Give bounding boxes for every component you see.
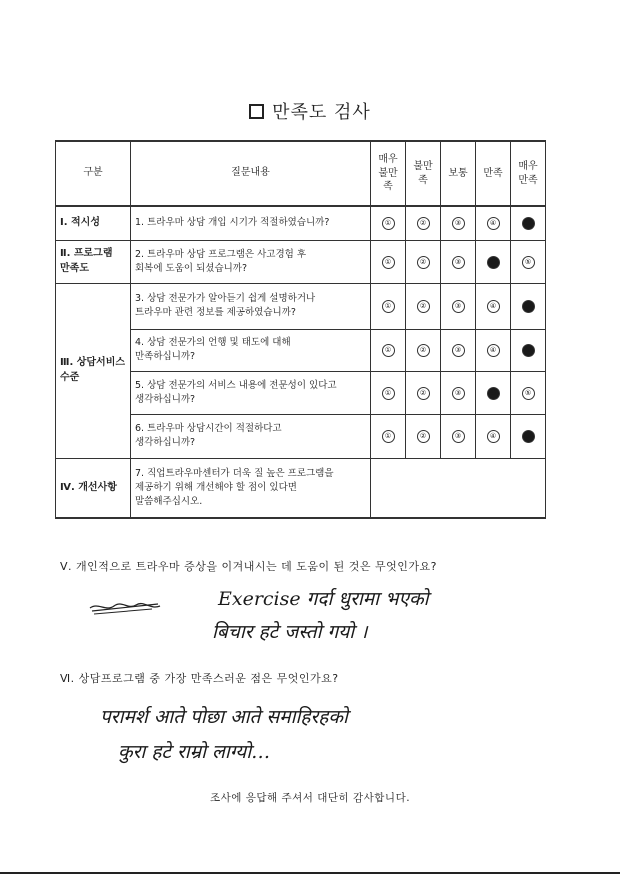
row-question: 3. 상담 전문가가 알아듣기 쉽게 설명하거나 트라우마 관련 정보를 제공하였습니까? xyxy=(131,283,371,329)
header-question: 질문내용 xyxy=(131,141,371,206)
rating-option[interactable]: ③ xyxy=(452,217,465,230)
rating-cell[interactable] xyxy=(406,414,441,458)
rating-option-selected[interactable]: ⑤ xyxy=(522,344,535,357)
table-header-row xyxy=(56,141,546,206)
row-question: 4. 상담 전문가의 언행 및 태도에 대해 만족하십니까? xyxy=(131,329,371,371)
page-bottom-rule xyxy=(0,872,620,874)
rating-option[interactable]: ④ xyxy=(487,217,500,230)
rating-option[interactable]: ② xyxy=(417,344,430,357)
handwritten-answer-v-line2: बिचार हटे जस्तो गयो । xyxy=(212,621,368,643)
rating-option[interactable]: ③ xyxy=(452,300,465,313)
rating-option[interactable]: ④ xyxy=(487,430,500,443)
rating-cell[interactable] xyxy=(441,206,476,240)
row-category: Ⅲ. 상담서비스 수준 xyxy=(56,283,131,458)
row-question: 1. 트라우마 상담 개입 시기가 적절하였습니까? xyxy=(131,206,371,240)
row-question: 2. 트라우마 상담 프로그램은 사고경험 후 회복에 도움이 되셨습니까? xyxy=(131,240,371,283)
rating-option[interactable]: ① xyxy=(382,256,395,269)
rating-option[interactable]: ④ xyxy=(487,344,500,357)
rating-cell[interactable] xyxy=(511,371,546,414)
rating-option-selected[interactable]: ⑤ xyxy=(522,217,535,230)
rating-cell[interactable] xyxy=(511,283,546,329)
header-scale: 매우 만족 xyxy=(511,141,546,206)
rating-cell[interactable] xyxy=(476,283,511,329)
row-question: 5. 상담 전문가의 서비스 내용에 전문성이 있다고 생각하십니까? xyxy=(131,371,371,414)
rating-option[interactable]: ⑤ xyxy=(522,256,535,269)
rating-cell[interactable] xyxy=(371,283,406,329)
crossed-out-scribble xyxy=(88,598,162,618)
rating-cell[interactable] xyxy=(511,414,546,458)
rating-option-selected[interactable]: ④ xyxy=(487,256,500,269)
rating-option[interactable]: ③ xyxy=(452,430,465,443)
rating-option[interactable]: ③ xyxy=(452,256,465,269)
rating-option[interactable]: ④ xyxy=(487,300,500,313)
question-vi: Ⅵ. 상담프로그램 중 가장 만족스러운 점은 무엇인가요? xyxy=(60,672,339,685)
question-v: Ⅴ. 개인적으로 트라우마 증상을 이겨내시는 데 도움이 된 것은 무엇인가요? xyxy=(60,560,437,573)
rating-cell[interactable] xyxy=(406,240,441,283)
table-row xyxy=(56,283,546,329)
rating-cell[interactable] xyxy=(371,414,406,458)
survey-title xyxy=(0,98,620,124)
rating-option-selected[interactable]: ⑤ xyxy=(522,430,535,443)
rating-option[interactable]: ② xyxy=(417,217,430,230)
rating-cell[interactable] xyxy=(476,240,511,283)
rating-cell[interactable] xyxy=(476,206,511,240)
rating-cell[interactable] xyxy=(406,329,441,371)
handwritten-answer-vi-line2: कुरा हटे राम्रो लाग्यो… xyxy=(118,741,271,763)
header-category: 구분 xyxy=(56,141,131,206)
header-scale: 불만 족 xyxy=(406,141,441,206)
row-question: 6. 트라우마 상담시간이 적절하다고 생각하십니까? xyxy=(131,414,371,458)
title-text: 만족도 검사 xyxy=(272,102,371,123)
table-row xyxy=(56,206,546,240)
rating-option[interactable]: ① xyxy=(382,430,395,443)
rating-option-selected[interactable]: ④ xyxy=(487,387,500,400)
rating-cell[interactable] xyxy=(406,206,441,240)
rating-cell[interactable] xyxy=(441,283,476,329)
improvement-answer-blank[interactable] xyxy=(371,458,546,518)
rating-cell[interactable] xyxy=(476,414,511,458)
rating-option[interactable]: ③ xyxy=(452,387,465,400)
row-category: Ⅰ. 적시성 xyxy=(56,206,131,240)
header-scale: 보통 xyxy=(441,141,476,206)
rating-option[interactable]: ① xyxy=(382,300,395,313)
rating-cell[interactable] xyxy=(441,240,476,283)
rating-option[interactable]: ② xyxy=(417,387,430,400)
rating-option[interactable]: ② xyxy=(417,256,430,269)
rating-cell[interactable] xyxy=(371,329,406,371)
rating-cell[interactable] xyxy=(441,414,476,458)
table-row xyxy=(56,240,546,283)
rating-cell[interactable] xyxy=(371,371,406,414)
rating-cell[interactable] xyxy=(511,206,546,240)
rating-cell[interactable] xyxy=(371,206,406,240)
rating-option-selected[interactable]: ⑤ xyxy=(522,300,535,313)
rating-option[interactable]: ② xyxy=(417,300,430,313)
rating-cell[interactable] xyxy=(441,329,476,371)
row-question: 7. 직업트라우마센터가 더욱 질 높은 프로그램을 제공하기 위해 개선해야 할 점이 있다면 말씀해주십시오. xyxy=(131,458,371,518)
rating-option[interactable]: ① xyxy=(382,344,395,357)
table-row xyxy=(56,458,546,518)
checkbox-square-icon xyxy=(249,104,264,119)
thank-you-footer: 조사에 응답해 주셔서 대단히 감사합니다. xyxy=(209,792,411,804)
header-scale: 만족 xyxy=(476,141,511,206)
rating-cell[interactable] xyxy=(441,371,476,414)
handwritten-answer-v-line1: Exercise गर्दा धुरामा भएको xyxy=(218,588,429,610)
rating-cell[interactable] xyxy=(511,240,546,283)
rating-option[interactable]: ② xyxy=(417,430,430,443)
header-scale: 매우 불만 족 xyxy=(371,141,406,206)
rating-option[interactable]: ① xyxy=(382,387,395,400)
rating-option[interactable]: ① xyxy=(382,217,395,230)
rating-cell[interactable] xyxy=(476,371,511,414)
satisfaction-table xyxy=(55,140,546,519)
rating-cell[interactable] xyxy=(371,240,406,283)
rating-cell[interactable] xyxy=(476,329,511,371)
row-category: Ⅱ. 프로그램 만족도 xyxy=(56,240,131,283)
handwritten-answer-vi-line1: परामर्श आते पोछा आते समाहिरहको xyxy=(100,706,348,728)
rating-option[interactable]: ③ xyxy=(452,344,465,357)
row-category: Ⅳ. 개선사항 xyxy=(56,458,131,518)
rating-cell[interactable] xyxy=(406,371,441,414)
rating-cell[interactable] xyxy=(511,329,546,371)
rating-option[interactable]: ⑤ xyxy=(522,387,535,400)
rating-cell[interactable] xyxy=(406,283,441,329)
